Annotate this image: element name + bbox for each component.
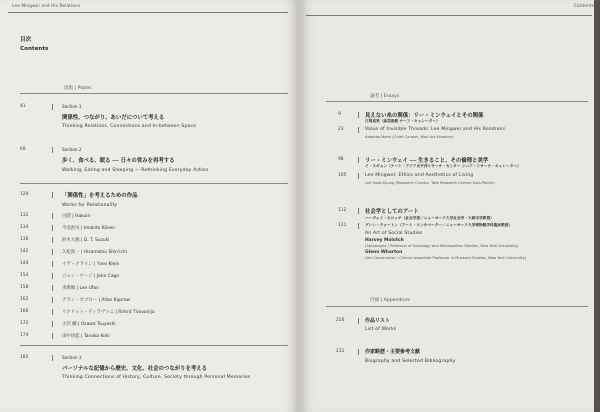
works-title-en: Works for Relationality xyxy=(62,203,118,208)
toc-divider xyxy=(358,318,359,324)
toc-title xyxy=(20,36,48,53)
toc-divider xyxy=(52,309,53,315)
plates-label: 図版 | Plates xyxy=(64,86,92,91)
toc-page-number: 174 xyxy=(20,333,29,338)
toc-page-number: 142 xyxy=(20,249,29,254)
toc-divider xyxy=(52,225,53,231)
appendices-label: 付録 | Appendices xyxy=(370,298,411,303)
toc-divider xyxy=(358,157,359,163)
essay-author-en: Glenn Wharton xyxy=(365,250,403,255)
appendix-title-jp: 作品リスト xyxy=(365,318,390,324)
section-title-en: Thinking Connections of History, Culture, Society through Personal Memories xyxy=(62,375,251,380)
essay-title-en: Value of Invisible Threads: Lee Mingwei and His Relations xyxy=(365,127,506,132)
toc-page-number: 185 xyxy=(20,355,29,360)
works-list-item: ジョン・ケージ | John Cage xyxy=(62,274,120,279)
toc-page-number: 69 xyxy=(20,147,26,152)
essay-author-en: Lee Sook-Kyung (Research Curator, Tate Research Centre: Asia-Pacific) xyxy=(365,181,496,185)
essay-author-jp: ハーヴェイ・モロッチ（社会学者／ニューヨーク大学社会学・大都市学教授） xyxy=(365,216,494,220)
works-title-jp: 「関係性」を考えるための作品 xyxy=(62,193,138,199)
essay-title-jp: リー・ミンウェイ ── 生きること、その倫理と美学 xyxy=(365,158,489,164)
running-head-left: Lee Mingwei and His Relations xyxy=(12,4,81,9)
toc-page-number: 129 xyxy=(20,192,29,197)
essay-author-jp: イ・スギョン（テート・アジア太平洋リサーチ・センター シニア・リサーチ・キュレーター） xyxy=(365,164,521,168)
toc-divider xyxy=(358,127,359,133)
toc-divider xyxy=(52,333,53,339)
toc-divider xyxy=(52,355,53,361)
toc-divider xyxy=(52,213,53,219)
toc-title-en: Contents xyxy=(20,45,49,52)
works-list-item: 小沢 剛 | Ozawa Tsuyoshi xyxy=(62,322,116,327)
works-list-item: イヴ・クライン | Yves Klein xyxy=(62,262,120,267)
section-title-jp: パーソナルな記憶から歴史、文化、社会のつながりを考える xyxy=(62,366,208,372)
toc-page-number: 105 xyxy=(338,173,347,178)
plates-rule xyxy=(20,93,288,94)
section-title-jp: 関係性、つながり、あいだについて考える xyxy=(62,115,165,121)
toc-page-number: 41 xyxy=(20,104,26,109)
section-title-en: Walking, Eating and Sleeping — Rethinking Everyday Action xyxy=(62,168,209,173)
toc-divider xyxy=(52,273,53,279)
essay-author-en: Harvey Molotch xyxy=(365,238,404,243)
toc-page-number: 220 xyxy=(336,318,345,323)
section-label: Section 3 xyxy=(62,355,82,360)
section3-rule xyxy=(20,345,288,346)
toc-divider xyxy=(52,297,53,303)
toc-title-jp: 目次 xyxy=(20,37,32,43)
works-list-item: 鈴木大拙 | D. T. Suzuki xyxy=(62,238,110,243)
toc-page-number: 166 xyxy=(20,309,29,314)
book-gutter xyxy=(297,0,301,412)
works-list-item: アラン・カプロー | Allan Kaprow xyxy=(62,298,130,303)
appendices-rule xyxy=(326,306,588,307)
works-list-item: 今北洪川 | Imakita Kōsen xyxy=(62,226,116,231)
toc-divider xyxy=(52,285,53,291)
toc-divider xyxy=(52,261,53,267)
toc-page-number: 162 xyxy=(20,297,29,302)
toc-divider xyxy=(52,249,53,255)
essay-title-en: Lee Mingwei: Ethics and Aesthetics of Living xyxy=(365,173,474,178)
works-list-item: 李禹煥 | Lee Ufan xyxy=(62,286,99,291)
essays-label: 論考 | Essays xyxy=(370,94,400,99)
toc-page-number: 98 xyxy=(338,157,344,162)
toc-divider xyxy=(358,208,359,214)
works-list-item: 久松真一 | Hisamatsu Shin'ichi xyxy=(62,250,127,255)
header-rule-right xyxy=(306,15,592,16)
essay-author-jp: グレン・ウォートン（アート・コンサベーター／ニューヨーク大学博物館学科臨床教授） xyxy=(365,223,513,227)
toc-page-number: 136 xyxy=(20,237,29,242)
toc-divider xyxy=(52,321,53,327)
toc-divider xyxy=(358,112,359,118)
essay-author-affiliation: (Art Conservator / Clinical Associate Professor in Museum Studies, New York University) xyxy=(365,256,527,260)
toc-page-number: 132 xyxy=(20,213,29,218)
works-list-item: 白隠 | Hakuin xyxy=(62,214,91,219)
appendix-title-jp: 作家略歴・主要参考文献 xyxy=(365,349,421,355)
works-rule xyxy=(20,183,288,184)
toc-page-number: 158 xyxy=(20,285,29,290)
works-list-item: 田中功起 | Tanaka Koki xyxy=(62,334,110,339)
header-rule-left xyxy=(8,12,288,13)
essay-author-affiliation: (Sociologist / Professor of Sociology and Metropolitan Studies, New York University) xyxy=(365,244,519,248)
essay-title-en: An Art of Social Studies xyxy=(365,231,423,236)
essay-author-en: Kataoka Mami (Chief Curator, Mori Art Museum) xyxy=(365,135,454,139)
toc-page-number: 172 xyxy=(20,321,29,326)
toc-divider xyxy=(52,237,53,243)
toc-page-number: 112 xyxy=(338,208,347,213)
running-head-right: Contents xyxy=(573,4,594,9)
toc-divider xyxy=(358,223,359,229)
left-page xyxy=(0,0,298,412)
toc-page-number: 154 xyxy=(20,273,29,278)
toc-page-number: 231 xyxy=(336,349,345,354)
toc-page-number: 9 xyxy=(338,112,341,117)
toc-page-number: 134 xyxy=(20,225,29,230)
page-edge xyxy=(594,0,600,412)
toc-divider xyxy=(52,104,53,110)
toc-divider xyxy=(358,173,359,179)
toc-page-number: 23 xyxy=(338,127,344,132)
section-label: Section 1 xyxy=(62,104,82,109)
essay-title-jp: 見えない糸の関係：リー・ミンウェイとその関係 xyxy=(365,113,484,119)
section-title-en: Thinking Relations, Connections and In-between Space xyxy=(62,124,197,129)
toc-divider xyxy=(52,147,53,153)
appendix-title-en: Biography and Selected Bibliography xyxy=(365,359,456,364)
toc-divider xyxy=(358,349,359,355)
toc-page-number: 144 xyxy=(20,261,29,266)
toc-page-number: 121 xyxy=(338,223,347,228)
works-list-item: リクリット・ティラヴァニ | Rirkrit Tiravanija xyxy=(62,310,155,315)
appendix-title-en: List of Works xyxy=(365,327,397,332)
essay-author-jp: 片岡真実（森美術館 チーフ・キュレーター） xyxy=(365,119,440,123)
section-label: Section 2 xyxy=(62,147,82,152)
essay-title-jp: 社会学としてのアート xyxy=(365,209,419,215)
toc-divider xyxy=(52,192,53,198)
essays-rule xyxy=(326,101,588,102)
section-title-jp: 歩く、食べる、眠る ── 日々の営みを再考する xyxy=(62,158,175,164)
